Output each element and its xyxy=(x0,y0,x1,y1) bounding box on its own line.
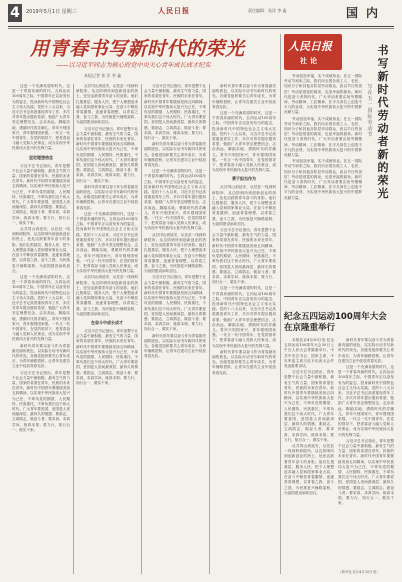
column-text: 从井冈山到延安，从扶贫一线到科研院所，从边防哨所到创新创业的热土，处处活跃着青年奋斗的身影。他们扎根基层、服务人民，把个人理想追求融入党和国家事业大局，在奋斗中释放青春激情、追逐青春理想，以青春之我、奋斗之我，为民族复兴铺路架桥，为祖国建设添砖加瓦。 xyxy=(76,275,138,316)
column-text: 新时代青年要以奋斗作为青春最亮丽的底色，以实际行动书写新时代的荣光。各级党组织要关心青年成长，为青年铺路搭桥，让青年在建功立业中绽放青春光彩。 xyxy=(12,343,70,369)
column-text: 习近平总书记指出，青年是整个社会力量中最积极、最有生气的力量，国家的希望在青年，民族的未来在青年。新时代中国青年要继续发扬五四精神，以实现中华民族伟大复兴为己任，不辜负党的期望、人民期待、民族重托，不辜负我们这个伟大时代。广大青年要爱国，爱国是人世间最深层、最持久的情感；要励志，立鸿鹄志，做奋斗者；要求真，求真学问，练真本领；要力行，知行合一、做实干家。 xyxy=(144,84,206,141)
news2-headline: 纪念五四运动100周年大会在京隆重举行 xyxy=(284,312,387,333)
article-column-3 xyxy=(144,84,206,574)
commentary-bottom-rule xyxy=(284,296,394,297)
commentary-paragraph: 劳动创造幸福，实干成就伟业。在五一国际劳动节到来之际，我们向全国各族工人、农民、知识分子和其他各阶层劳动群众，致以节日的祝贺！劳动是财富的源泉，也是幸福的源泉。新时代是奋斗者的时代，广大劳动者要弘扬劳模精神、劳动精神、工匠精神，在平凡岗位上创造不平凡的业绩，为实现中华民族伟大复兴的中国梦贡献力量。 xyxy=(284,74,362,115)
commentary-text xyxy=(284,74,362,294)
commentary-subtitle: 写在五一国际劳动节 xyxy=(367,84,373,138)
commentary-box xyxy=(284,34,394,294)
column-text: 这是一个充满希望的时代，这是一个青春奔涌的时代。五四运动100周年之际，中国青年正以奋发有为的姿态，投身新时代中国特色社会主义伟大实践。党的十八大以来，习近平总书记高度重视青年工作，多次对青年提出殷切希望，勉励广大青年坚定理想信念，志存高远，脚踏实地，勇做时代的弄潮儿。青年兴则国家兴，青年强则国家强。一代又一代中国青年，在党的领导下，把青春奋斗融入党和人民事业，成为实现中华民族伟大复兴的先锋力量。 xyxy=(12,84,70,151)
column-divider xyxy=(73,84,74,574)
column-text: 新时代青年要以奋斗作为青春最亮丽的底色，以实际行动书写新时代的荣光。各级党组织要关心青年成长，为青年铺路搭桥，让青年在建功立业中绽放青春光彩。 xyxy=(212,84,276,109)
news2-end-credit: （新华社北京4月30日电） xyxy=(338,570,380,574)
article-subheadline: ——以习近平同志为核心的党中央关心青年成长成才纪实 xyxy=(56,62,211,69)
article-column-4 xyxy=(212,84,276,574)
column-text: 习近平总书记指出，青年是整个社会力量中最积极、最有生气的力量，国家的希望在青年，民族的未来在青年。新时代中国青年要继续发扬五四精神，以实现中华民族伟大复兴为己任，不辜负党的期望、人民期待、民族重托，不辜负我们这个伟大时代。广大青年要爱国，爱国是人世间最深层、最持久的情感；要励志，立鸿鹄志，做奋斗者；要求真，求真学问，练真本领；要力行，知行合一、做实干家。 xyxy=(12,370,70,432)
header-rule-thin xyxy=(8,28,394,29)
column-text: 习近平总书记指出，青年是整个社会力量中最积极、最有生气的力量，国家的希望在青年，民族的未来在青年。新时代中国青年要继续发扬五四精神，以实现中华民族伟大复兴为己任，不辜负党的期望、人民期待、民族重托，不辜负我们这个伟大时代。广大青年要爱国，爱国是人世间最深层、最持久的情感；要励志，立鸿鹄志，做奋斗者；要求真，求真学问，练真本领；要力行，知行合一、做实干家。 xyxy=(212,228,276,285)
page-number: 4 xyxy=(8,4,22,22)
article-column-1 xyxy=(12,84,70,574)
news2-text: 这是一个充满希望的时代，这是一个青春奔涌的时代。五四运动100周年之际，中国青年正以奋发有为的姿态，投身新时代中国特色社会主义伟大实践。党的十八大以来，习近平总书记高度重视青年工作，多次对青年提出殷切希望，勉励广大青年坚定理想信念，志存高远，脚踏实地，勇做时代的弄潮儿。青年兴则国家兴，青年强则国家强。一代又一代中国青年，在党的领导下，把青春奋斗融入党和人民事业，成为实现中华民族伟大复兴的先锋力量。 xyxy=(338,365,394,437)
commentary-title: 书写新时代劳动者新的荣光 xyxy=(377,44,389,200)
date-line: 2019年5月1日 星期三 xyxy=(26,9,77,15)
logo-sub-text: 社论 xyxy=(300,57,320,65)
column-text: 新时代青年要以奋斗作为青春最亮丽的底色，以实际行动书写新时代的荣光。各级党组织要关心青年成长，为青年铺路搭桥，让青年在建功立业中绽放青春光彩。 xyxy=(212,349,276,375)
column-text: 习近平总书记指出，青年是整个社会力量中最积极、最有生气的力量，国家的希望在青年，民族的未来在青年。新时代中国青年要继续发扬五四精神，以实现中华民族伟大复兴为己任，不辜负党的期望、人民期待、民族重托，不辜负我们这个伟大时代。广大青年要爱国，爱国是人世间最深层、最持久的情感；要励志，立鸿鹄志，做奋斗者；要求真，求真学问，练真本领；要力行，知行合一、做实干家。 xyxy=(12,163,70,225)
column-divider xyxy=(141,84,142,574)
column-text: 从井冈山到延安，从扶贫一线到科研院所，从边防哨所到创新创业的热土，处处活跃着青年奋斗的身影。他们扎根基层、服务人民，把个人理想追求融入党和国家事业大局，在奋斗中释放青春激情、追逐青春理想，以青春之我、奋斗之我，为民族复兴铺路架桥，为祖国建设添砖加瓦。 xyxy=(76,84,138,125)
column-text: 从井冈山到延安，从扶贫一线到科研院所，从边防哨所到创新创业的热土，处处活跃着青年奋斗的身影。他们扎根基层、服务人民，把个人理想追求融入党和国家事业大局，在奋斗中释放青春激情、追逐青春理想，以青春之我、奋斗之我，为民族复兴铺路架桥，为祖国建设添砖加瓦。 xyxy=(212,185,276,226)
editors-line: 责任编辑：张洋 李 鑫 xyxy=(248,8,287,13)
masthead: 人民日报 xyxy=(158,6,190,15)
section-subtitle: 勇于担当作为 xyxy=(232,176,256,182)
header-rule xyxy=(8,26,394,27)
article-headline: 用青春书写新时代的荣光 xyxy=(30,38,245,60)
column-text: 新时代青年要以奋斗作为青春最亮丽的底色，以实际行动书写新时代的荣光。各级党组织要关心青年成长，为青年铺路搭桥，让青年在建功立业中绽放青春光彩。 xyxy=(144,142,206,168)
column-text: 从井冈山到延安，从扶贫一线到科研院所，从边防哨所到创新创业的热土，处处活跃着青年奋斗的身影。他们扎根基层、服务人民，把个人理想追求融入党和国家事业大局，在奋斗中释放青春激情、追逐青春理想，以青春之我、奋斗之我，为民族复兴铺路架桥，为祖国建设添砖加瓦。 xyxy=(12,227,70,273)
column-divider xyxy=(209,84,210,574)
column-divider xyxy=(280,34,281,574)
news2-text: 习近平总书记指出，青年是整个社会力量中最积极、最有生气的力量，国家的希望在青年，民族的未来在青年。新时代中国青年要继续发扬五四精神，以实现中华民族伟大复兴为己任，不辜负党的期望、人民期待、民族重托，不辜负我们这个伟大时代。广大青年要爱国，爱国是人世间最深层、最持久的情感；要励志，立鸿鹄志，做奋斗者；要求真，求真学问，练真本领；要力行，知行合一、做实干家。 xyxy=(338,438,394,506)
commentary-paragraph: 劳动创造幸福，实干成就伟业。在五一国际劳动节到来之际，我们向全国各族工人、农民、知识分子和其他各阶层劳动群众，致以节日的祝贺！劳动是财富的源泉，也是幸福的源泉。新时代是奋斗者的时代，广大劳动者要弘扬劳模精神、劳动精神、工匠精神，在平凡岗位上创造不平凡的业绩，为实现中华民族伟大复兴的中国梦贡献力量。 xyxy=(284,159,362,200)
column-text: 这是一个充满希望的时代，这是一个青春奔涌的时代。五四运动100周年之际，中国青年正以奋发有为的姿态，投身新时代中国特色社会主义伟大实践。党的十八大以来，习近平总书记高度重视青年工作，多次对青年提出殷切希望，勉励广大青年坚定理想信念，志存高远，脚踏实地，勇做时代的弄潮儿。青年兴则国家兴，青年强则国家强。一代又一代中国青年，在党的领导下，把青春奋斗融入党和人民事业，成为实现中华民族伟大复兴的先锋力量。 xyxy=(12,274,70,342)
column-text: 这是一个充满希望的时代，这是一个青春奔涌的时代。五四运动100周年之际，中国青年正以奋发有为的姿态，投身新时代中国特色社会主义伟大实践。党的十八大以来，习近平总书记高度重视青年工作，多次对青年提出殷切希望，勉励广大青年坚定理想信念，志存高远，脚踏实地，勇做时代的弄潮儿。青年兴则国家兴，青年强则国家强。一代又一代中国青年，在党的领导下，把青春奋斗融入党和人民事业，成为实现中华民族伟大复兴的先锋力量。 xyxy=(76,211,138,274)
column-text: 从井冈山到延安，从扶贫一线到科研院所，从边防哨所到创新创业的热土，处处活跃着青年奋斗的身影。他们扎根基层、服务人民，把个人理想追求融入党和国家事业大局，在奋斗中释放青春激情、追逐青春理想，以青春之我、奋斗之我，为民族复兴铺路架桥，为祖国建设添砖加瓦。 xyxy=(144,232,206,274)
column-text: 这是一个充满希望的时代，这是一个青春奔涌的时代。五四运动100周年之际，中国青年正以奋发有为的姿态，投身新时代中国特色社会主义伟大实践。党的十八大以来，习近平总书记高度重视青年工作，多次对青年提出殷切希望，勉励广大青年坚定理想信念，志存高远，脚踏实地，勇做时代的弄潮儿。青年兴则国家兴，青年强则国家强。一代又一代中国青年，在党的领导下，把青春奋斗融入党和人民事业，成为实现中华民族伟大复兴的先锋力量。 xyxy=(144,169,206,231)
logo-main-text: 人民日报 xyxy=(288,40,332,53)
article-column-2 xyxy=(76,84,138,574)
column-text: 新时代青年要以奋斗作为青春最亮丽的底色，以实际行动书写新时代的荣光。各级党组织要关心青年成长，为青年铺路搭桥，让青年在建功立业中绽放青春光彩。 xyxy=(76,184,138,210)
column-text: 这是一个充满希望的时代，这是一个青春奔涌的时代。五四运动100周年之际，中国青年正以奋发有为的姿态，投身新时代中国特色社会主义伟大实践。党的十八大以来，习近平总书记高度重视青年工作，多次对青年提出殷切希望，勉励广大青年坚定理想信念，志存高远，脚踏实地，勇做时代的弄潮儿。青年兴则国家兴，青年强则国家强。一代又一代中国青年，在党的领导下，把青春奋斗融入党和人民事业，成为实现中华民族伟大复兴的先锋力量。 xyxy=(212,111,276,173)
section-subtitle: 在奋斗中成长成才 xyxy=(91,319,123,325)
page-header xyxy=(8,4,394,26)
section-subtitle: 坚定理想信念 xyxy=(29,154,53,160)
column-text: 习近平总书记指出，青年是整个社会力量中最积极、最有生气的力量，国家的希望在青年，民族的未来在青年。新时代中国青年要继续发扬五四精神，以实现中华民族伟大复兴为己任，不辜负党的期望、人民期待、民族重托，不辜负我们这个伟大时代。广大青年要爱国，爱国是人世间最深层、最持久的情感；要励志，立鸿鹄志，做奋斗者；要求真，求真学问，练真本领；要力行，知行合一、做实干家。 xyxy=(76,328,138,385)
news2-text: 习近平总书记指出，青年是整个社会力量中最积极、最有生气的力量，国家的希望在青年，民族的未来在青年。新时代中国青年要继续发扬五四精神，以实现中华民族伟大复兴为己任，不辜负党的期望、人民期待、民族重托，不辜负我们这个伟大时代。广大青年要爱国，爱国是人世间最深层、最持久的情感；要励志，立鸿鹄志，做奋斗者；要求真，求真学问，练真本领；要力行，知行合一、做实干家。 xyxy=(284,370,334,442)
news2-text: 本报北京4月30日电 纪念五四运动100周年大会30日上午在人民大会堂隆重举行。中共中央总书记、国家主席、中央军委主席习近平出席大会并发表重要讲话。 xyxy=(284,338,334,369)
news2-column-1 xyxy=(284,338,334,574)
section-label: 国内 xyxy=(345,6,386,20)
column-text: 习近平总书记指出，青年是整个社会力量中最积极、最有生气的力量，国家的希望在青年，民族的未来在青年。新时代中国青年要继续发扬五四精神，以实现中华民族伟大复兴为己任，不辜负党的期望、人民期待、民族重托，不辜负我们这个伟大时代。广大青年要爱国，爱国是人世间最深层、最持久的情感；要励志，立鸿鹄志，做奋斗者；要求真，求真学问，练真本领；要力行，知行合一、做实干家。 xyxy=(144,275,206,332)
column-text: 这是一个充满希望的时代，这是一个青春奔涌的时代。五四运动100周年之际，中国青年正以奋发有为的姿态，投身新时代中国特色社会主义伟大实践。党的十八大以来，习近平总书记高度重视青年工作，多次对青年提出殷切希望，勉励广大青年坚定理想信念，志存高远，脚踏实地，勇做时代的弄潮儿。青年兴则国家兴，青年强则国家强。一代又一代中国青年，在党的领导下，把青春奋斗融入党和人民事业，成为实现中华民族伟大复兴的先锋力量。 xyxy=(212,286,276,348)
news2-text: 从井冈山到延安，从扶贫一线到科研院所，从边防哨所到创新创业的热土，处处活跃着青年奋斗的身影。他们扎根基层、服务人民，把个人理想追求融入党和国家事业大局，在奋斗中释放青春激情、追逐青春理想，以青春之我、奋斗之我，为民族复兴铺路架桥，为祖国建设添砖加瓦。 xyxy=(284,444,334,495)
commentary-logo xyxy=(284,34,342,70)
article-byline: 本报记者 张 洋 李 鑫 xyxy=(84,73,122,78)
commentary-paragraph: 劳动创造幸福，实干成就伟业。在五一国际劳动节到来之际，我们向全国各族工人、农民、知识分子和其他各阶层劳动群众，致以节日的祝贺！劳动是财富的源泉，也是幸福的源泉。新时代是奋斗者的时代，广大劳动者要弘扬劳模精神、劳动精神、工匠精神，在平凡岗位上创造不平凡的业绩，为实现中华民族伟大复兴的中国梦贡献力量。 xyxy=(284,116,362,158)
column-text: 新时代青年要以奋斗作为青春最亮丽的底色，以实际行动书写新时代的荣光。各级党组织要关心青年成长，为青年铺路搭桥，让青年在建功立业中绽放青春光彩。 xyxy=(144,333,206,359)
news2-text: 新时代青年要以奋斗作为青春最亮丽的底色，以实际行动书写新时代的荣光。各级党组织要关心青年成长，为青年铺路搭桥，让青年在建功立业中绽放青春光彩。 xyxy=(338,338,394,363)
column-text: 习近平总书记指出，青年是整个社会力量中最积极、最有生气的力量，国家的希望在青年，民族的未来在青年。新时代中国青年要继续发扬五四精神，以实现中华民族伟大复兴为己任，不辜负党的期望、人民期待、民族重托，不辜负我们这个伟大时代。广大青年要爱国，爱国是人世间最深层、最持久的情感；要励志，立鸿鹄志，做奋斗者；要求真，求真学问，练真本领；要力行，知行合一、做实干家。 xyxy=(76,126,138,183)
news2-column-2 xyxy=(338,338,394,566)
